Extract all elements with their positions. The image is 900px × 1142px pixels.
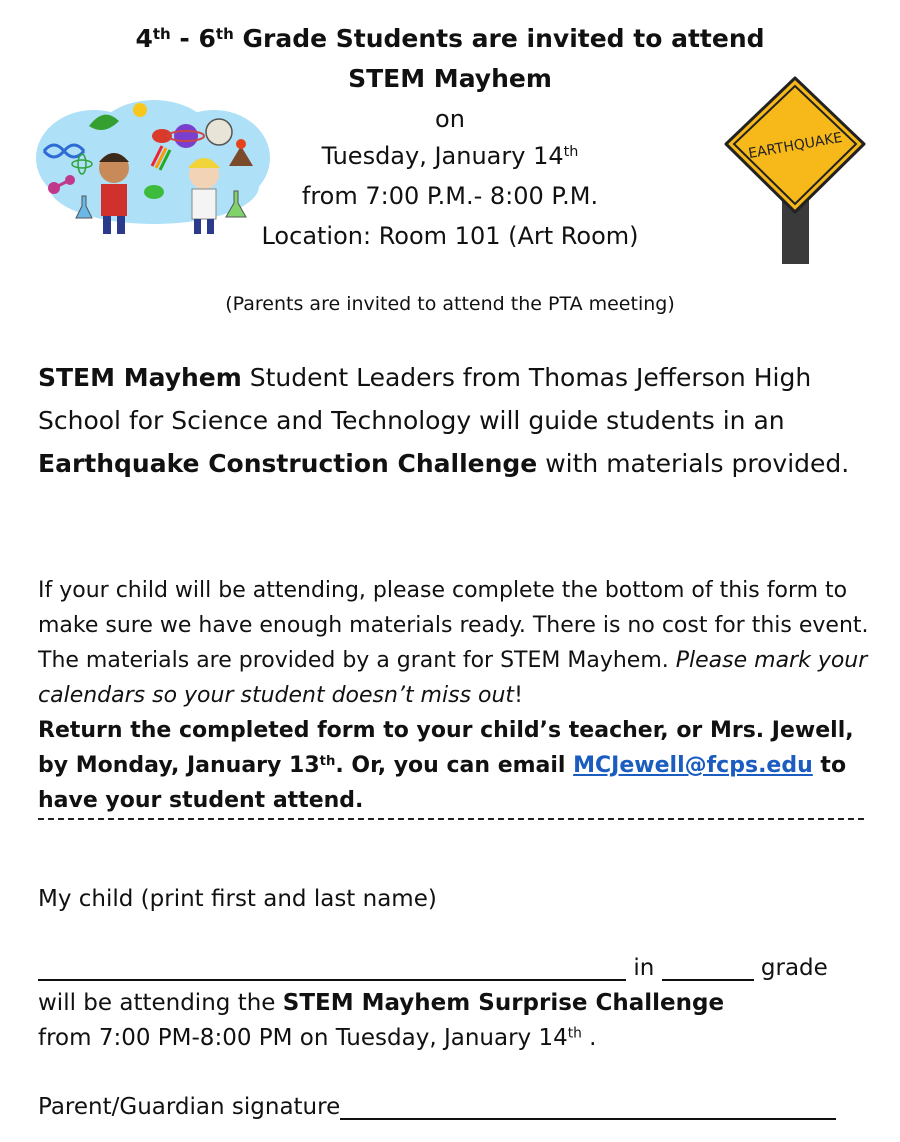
title-sup-2: th xyxy=(215,24,234,43)
title-invite-text: Grade Students are invited to attend xyxy=(233,24,765,53)
details-text-1: If your child will be attending, please complete the bottom of this form to make sure we have enough materials ready. There is no cost for this event. The materials are provided by a grant for STEM Mayhem. xyxy=(38,578,869,673)
event-name: STEM Mayhem xyxy=(348,64,552,93)
title-line-1 xyxy=(0,24,900,53)
grade-blank[interactable] xyxy=(662,955,754,981)
email-link[interactable]: MCJewell@fcps.edu xyxy=(573,753,813,778)
earthquake-sign-text: EARTHQUAKE xyxy=(747,129,844,163)
in-text: in xyxy=(633,955,655,981)
event-time: from 7:00 P.M.- 8:00 P.M. xyxy=(301,182,599,210)
attending-date-sup: th xyxy=(567,1025,582,1042)
title-grade-end: - 6 xyxy=(170,24,216,53)
email-instructions-end: to have your student attend. xyxy=(38,753,847,813)
intro-paragraph xyxy=(38,356,868,485)
intro-text-1: Student Leaders from Thomas Jefferson High School for Science and Technology will guide students in an xyxy=(38,363,812,435)
attending-text: will be attending the xyxy=(38,990,283,1016)
attending-time-line xyxy=(38,1025,597,1051)
on-text: on xyxy=(435,105,465,133)
earthquake-sign-icon xyxy=(722,76,868,266)
signature-blank[interactable] xyxy=(340,1094,836,1120)
parents-note: (Parents are invited to attend the PTA meeting) xyxy=(225,293,675,315)
attending-line xyxy=(38,990,724,1016)
details-exclamation: ! xyxy=(514,683,523,708)
title-sup-1: th xyxy=(152,24,171,43)
intro-challenge-name: Earthquake Construction Challenge xyxy=(38,449,538,478)
grade-text: grade xyxy=(760,955,828,981)
title-grade-start: 4 xyxy=(135,24,153,53)
event-date-text: Tuesday, January 14 xyxy=(321,142,564,170)
details-paragraph xyxy=(38,573,878,818)
child-grade-row xyxy=(38,955,838,981)
attending-time-text: from 7:00 PM-8:00 PM on Tuesday, January 14 xyxy=(38,1025,568,1051)
event-date-sup: th xyxy=(563,144,579,161)
return-date-sup: th xyxy=(319,753,336,769)
intro-stem-mayhem: STEM Mayhem xyxy=(38,363,242,392)
intro-text-2: with materials provided. xyxy=(537,449,850,478)
event-location: Location: Room 101 (Art Room) xyxy=(261,222,639,250)
details-italic-reminder: Please mark your calendars so your student doesn’t miss out xyxy=(38,648,868,708)
cut-line-divider xyxy=(38,818,864,822)
child-name-label: My child (print first and last name) xyxy=(38,886,437,912)
child-name-blank[interactable] xyxy=(38,955,626,981)
return-instructions: Return the completed form to your child’s teacher, or Mrs. Jewell, by Monday, January 13 xyxy=(38,718,854,778)
attending-period: . xyxy=(581,1025,597,1051)
email-instructions: . Or, you can email xyxy=(335,753,574,778)
surprise-challenge-name: STEM Mayhem Surprise Challenge xyxy=(282,990,725,1016)
signature-row xyxy=(38,1094,836,1120)
signature-label: Parent/Guardian signature xyxy=(38,1094,341,1120)
science-kids-clipart xyxy=(34,96,272,242)
